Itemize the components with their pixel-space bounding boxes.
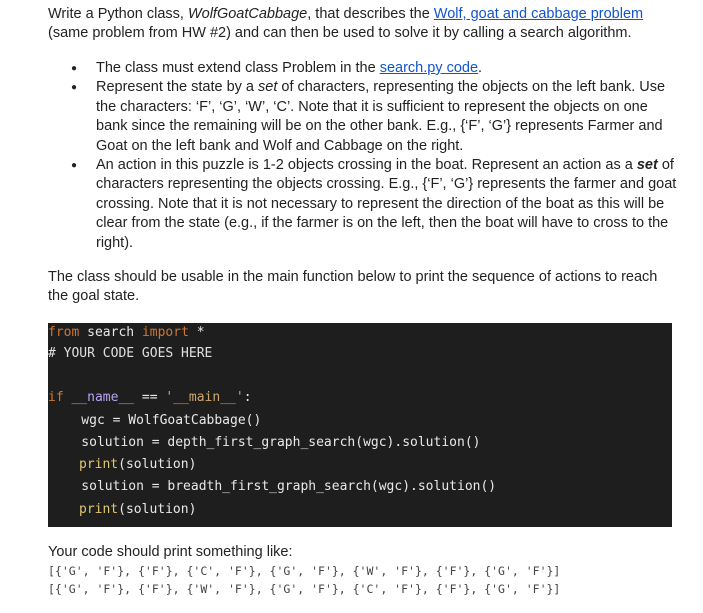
code-text: : <box>243 390 252 405</box>
code-keyword: from <box>48 325 80 340</box>
code-text: == <box>134 390 166 405</box>
code-line: wgc = WolfGoatCabbage() <box>50 413 262 428</box>
intro-paragraph <box>48 5 678 44</box>
bullet-text: . <box>478 60 483 76</box>
code-text: * <box>188 325 205 340</box>
code-line <box>48 388 252 408</box>
list-item <box>48 59 678 78</box>
bullet-text: An action in this puzzle is 1-2 objects crossing in the boat. Represent an action as a <box>96 157 637 174</box>
bullet-text: of characters, representing the objects on the left bank. Use the characters: ‘F’, ‘G’, ‘W’, ‘C’. Note that it is sufficient to represent the objects on one bank since the remaining will be on the other bank. E.g., {‘F’, ‘G’} represents Farmer and Goat on the left bank and Wolf and Cabbage on the right. <box>96 79 666 154</box>
class-name: WolfGoatCabbage <box>187 6 308 22</box>
list-item <box>48 78 678 156</box>
code-block <box>48 323 672 527</box>
code-line: solution = depth_first_graph_search(wgc).solution() <box>50 435 481 450</box>
bullet-text: of characters representing the objects crossing. E.g., {‘F’, ‘G’} represents the farmer and goat crossing. Note that it is not necessary to represent the direction of the boat as this will be clear from the state (e.g., if the farmer is on the left, then the boat will have to cross to the right). <box>96 157 677 251</box>
code-text: search <box>79 325 142 340</box>
code-line <box>79 500 196 520</box>
intro-text-3: (same problem from HW #2) and can then be used to solve it by calling a search algorithm. <box>48 25 632 42</box>
code-string: '__main__' <box>165 390 244 405</box>
requirements-list <box>48 59 678 253</box>
bullet-text: Represent the state by a <box>96 79 259 96</box>
usage-paragraph: The class should be usable in the main function below to print the sequence of actions to reach the goal state. <box>48 269 658 305</box>
code-dunder: __name__ <box>63 390 135 405</box>
emphasis-text: set <box>258 79 278 96</box>
emphasis-text: set <box>636 157 658 174</box>
code-builtin: print <box>79 502 119 517</box>
intro-text-1: Write a Python class, <box>48 6 188 22</box>
code-line <box>48 323 205 343</box>
output-intro: Your code should print something like: <box>48 544 293 560</box>
intro-text-2: , that describes the <box>307 6 434 22</box>
code-keyword: import <box>141 325 189 340</box>
code-line: solution = breadth_first_graph_search(wgc).solution() <box>50 479 497 494</box>
wolf-goat-cabbage-link[interactable]: Wolf, goat and cabbage problem <box>433 6 644 22</box>
output-line-1: [{'G', 'F'}, {'F'}, {'C', 'F'}, {'G', 'F'}, {'W', 'F'}, {'F'}, {'G', 'F'}] <box>48 564 561 578</box>
code-line <box>79 455 196 475</box>
code-keyword: if <box>48 390 64 405</box>
code-builtin: print <box>79 457 119 472</box>
code-text: (solution) <box>118 502 197 517</box>
list-item <box>48 156 678 253</box>
code-text: (solution) <box>118 457 197 472</box>
code-comment: # YOUR CODE GOES HERE <box>48 346 213 361</box>
output-line-2: [{'G', 'F'}, {'F'}, {'W', 'F'}, {'G', 'F'}, {'C', 'F'}, {'F'}, {'G', 'F'}] <box>48 582 561 596</box>
search-py-link[interactable]: search.py code <box>379 60 479 76</box>
bullet-text: The class must extend class Problem in the <box>96 60 380 76</box>
